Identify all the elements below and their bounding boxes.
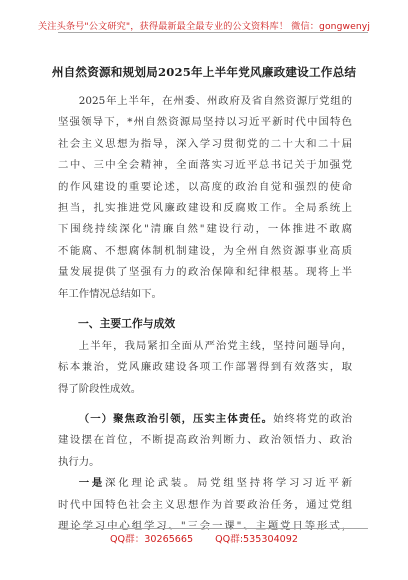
intro-line: 量发展提供了坚强有力的政治保障和纪律根基。现将上半	[58, 266, 352, 279]
subsection-heading: （一）聚焦政治引领，压实主体责任。	[78, 413, 274, 425]
section-line: 标本兼治，党风廉政建设各项工作部署得到有效落实，取	[58, 361, 352, 374]
item-label: 一是	[78, 477, 106, 490]
top-banner: 关注头条号"公文研究"，获得最新最全最专业的公文资料库！ 微信：gongwenyj	[38, 21, 370, 32]
subsection-line: 理论学习中心组学习、"三会一课"、主题党日等形式，	[58, 519, 352, 532]
footer-qq-group-2: QQ群:535304092	[215, 534, 298, 545]
footer	[0, 531, 408, 545]
intro-line: 担当，扎实推进党风廉政建设和反腐败工作。全局系统上	[58, 201, 352, 214]
document-title: 州自然资源和规划局2025年上半年党风廉政建设工作总结	[51, 65, 357, 79]
bottom-divider	[58, 528, 368, 529]
subsection-text: 始终将党的政治	[273, 413, 353, 425]
subsection-line	[58, 409, 352, 430]
intro-line: 坚强领导下，*州自然资源局坚持以习近平新时代中国特色	[58, 116, 352, 129]
intro-line: 二中、三中全会精神，全面落实习近平总书记关于加强党	[58, 159, 352, 172]
intro-line: 下围绕持续深化"清廉自然"建设行动，一体推进不敢腐	[58, 223, 352, 236]
intro-paragraph	[58, 91, 352, 305]
subsection-line: 执行力。	[58, 455, 100, 468]
intro-line: 不能腐、不想腐体制机制建设，为全州自然资源事业高质	[58, 244, 352, 257]
intro-line: 2025年上半年，在州委、州政府及省自然资源厅党组的	[78, 95, 352, 107]
item-text: 深化理论武装。局党组坚持将学习习近平新	[105, 477, 352, 490]
subsection-paragraph	[58, 409, 352, 537]
section-heading: 一、主要工作与成效	[78, 317, 176, 330]
section-paragraph	[58, 336, 352, 400]
footer-qq-group-1: QQ群：30265665	[110, 534, 194, 545]
intro-line: 年工作情况总结如下。	[58, 287, 162, 300]
subsection-line	[58, 473, 352, 494]
subsection-line: 建设摆在首位，不断提高政治判断力、政治领悟力、政治	[58, 434, 352, 447]
section-line: 得了阶段性成效。	[58, 382, 142, 395]
subsection-line: 时代中国特色社会主义思想作为首要政治任务，通过党组	[58, 498, 352, 511]
intro-line: 社会主义思想为指导，深入学习贯彻党的二十大和二十届	[58, 137, 352, 150]
intro-line: 的作风建设的重要论述，以高度的政治自觉和强烈的使命	[58, 180, 352, 193]
section-line: 上半年，我局紧扣全面从严治党主线，坚持问题导向，	[78, 340, 352, 352]
top-divider	[58, 32, 368, 33]
